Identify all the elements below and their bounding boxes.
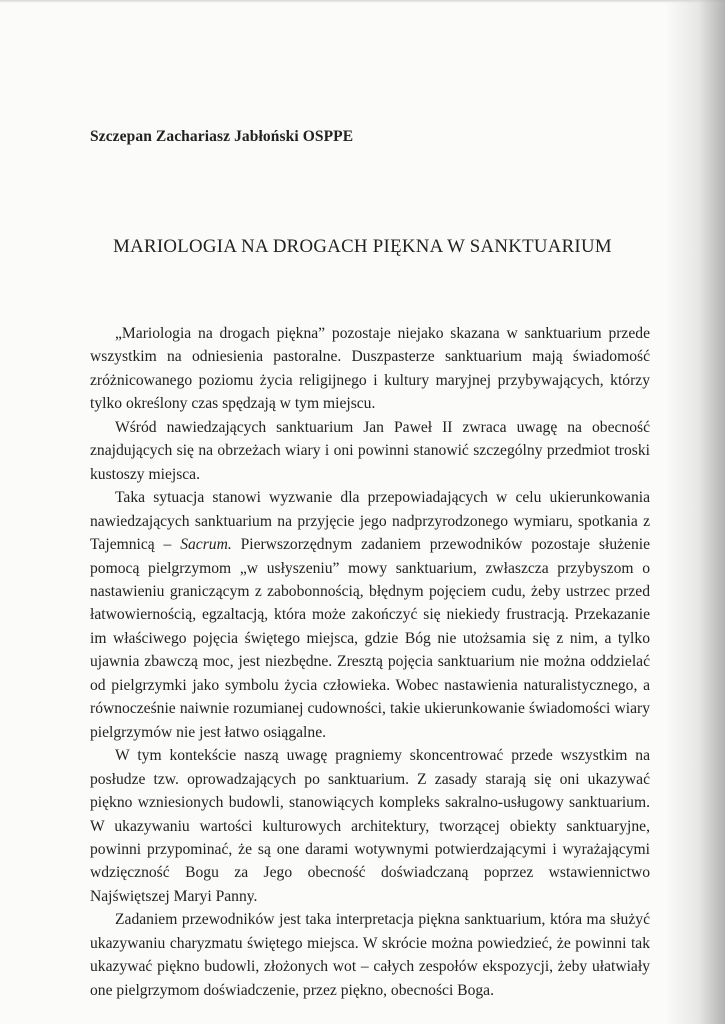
paragraph-3 <box>90 486 650 744</box>
article-title: MARIOLOGIA NA DROGACH PIĘKNA W SANKTUARIUM <box>113 236 612 257</box>
author-name: Szczepan Zachariasz Jabłoński OSPPE <box>90 128 354 145</box>
paragraph-1: „Mariologia na drogach piękna” pozostaje niejako skazana w sanktuarium przede wszystkim na odniesienia pastoralne. Duszpasterze sanktuarium mają świadomość zróżnicowanego poziomu życia religijnego i kultury maryjnej przybywających, którzy tylko określony czas spędzają w tym miejscu. <box>90 325 650 413</box>
article-body <box>90 322 650 1002</box>
paragraph-3-part-2: Pierwszorzędnym zadaniem przewodników pozostaje służenie pomocą pielgrzymom „w usłyszeniu” mowy sanktuarium, zwłaszcza przybyszom o nastawieniu graniczącym z zabobonnością, błędnym pojęciem cudu, żeby ustrzec przed łatwowiernością, egzaltacją, która może zakończyć się niekiedy frustracją. Przekazanie im właściwego pojęcia świętego miejsca, gdzie Bóg nie utożsamia się z nim, a tylko ujawnia zbawczą moc, jest niezbędne. Zresztą pojęcia sanktuarium nie można oddzielać od pielgrzymki jako symbolu życia człowieka. Wobec nastawienia naturalistycznego, a równocześnie naiwnie rozumianej cudowności, takie ukierunkowanie świadomości wiary pielgrzymów nie jest łatwo osiągalne. <box>90 536 651 741</box>
sacrum-emphasis: Sacrum. <box>180 536 232 554</box>
page-top-edge <box>0 0 725 3</box>
paragraph-5: Zadaniem przewodników jest taka interpretacja piękna sanktuarium, która ma służyć ukazywaniu charyzmatu świętego miejsca. W skrócie można powiedzieć, że powinni tak ukazywać piękno budowli, złożonych wot – całych zespołów ekspozycji, żeby ułatwiały one pielgrzymom doświadczenie, przez piękno, obecności Boga. <box>90 911 650 999</box>
paragraph-2: Wśród nawiedzających sanktuarium Jan Paweł II zwraca uwagę na obecność znajdujących się na obrzeżach wiary i oni powinni stanowić szczególny przedmiot troski kustoszy miejsca. <box>90 418 650 483</box>
binding-shadow <box>665 0 725 1024</box>
paragraph-4: W tym kontekście naszą uwagę pragniemy skoncentrować przede wszystkim na posłudze tzw. oprowadzających po sanktuarium. Z zasady starają się oni ukazywać piękno wzniesionych budowli, stanowiących kompleks sakralno-usługowy sanktuarium. W ukazywaniu wartości kulturowych architektury, tworzącej obiekty sanktuaryjne, powinni przypominać, że są one darami wotywnymi potwierdzającymi i wyrażającymi wdzięczność Bogu za Jego obecność doświadczaną poprzez wstawiennictwo Najświętszej Maryi Panny. <box>90 747 650 905</box>
paragraph-3-part-1: Taka sytuacja stanowi wyzwanie dla przepowiadających w celu ukierunkowania nawiedzających sanktuarium na przyjęcie jego nadprzyrodzonego wymiaru, spotkania z Tajemnicą – <box>90 489 650 554</box>
